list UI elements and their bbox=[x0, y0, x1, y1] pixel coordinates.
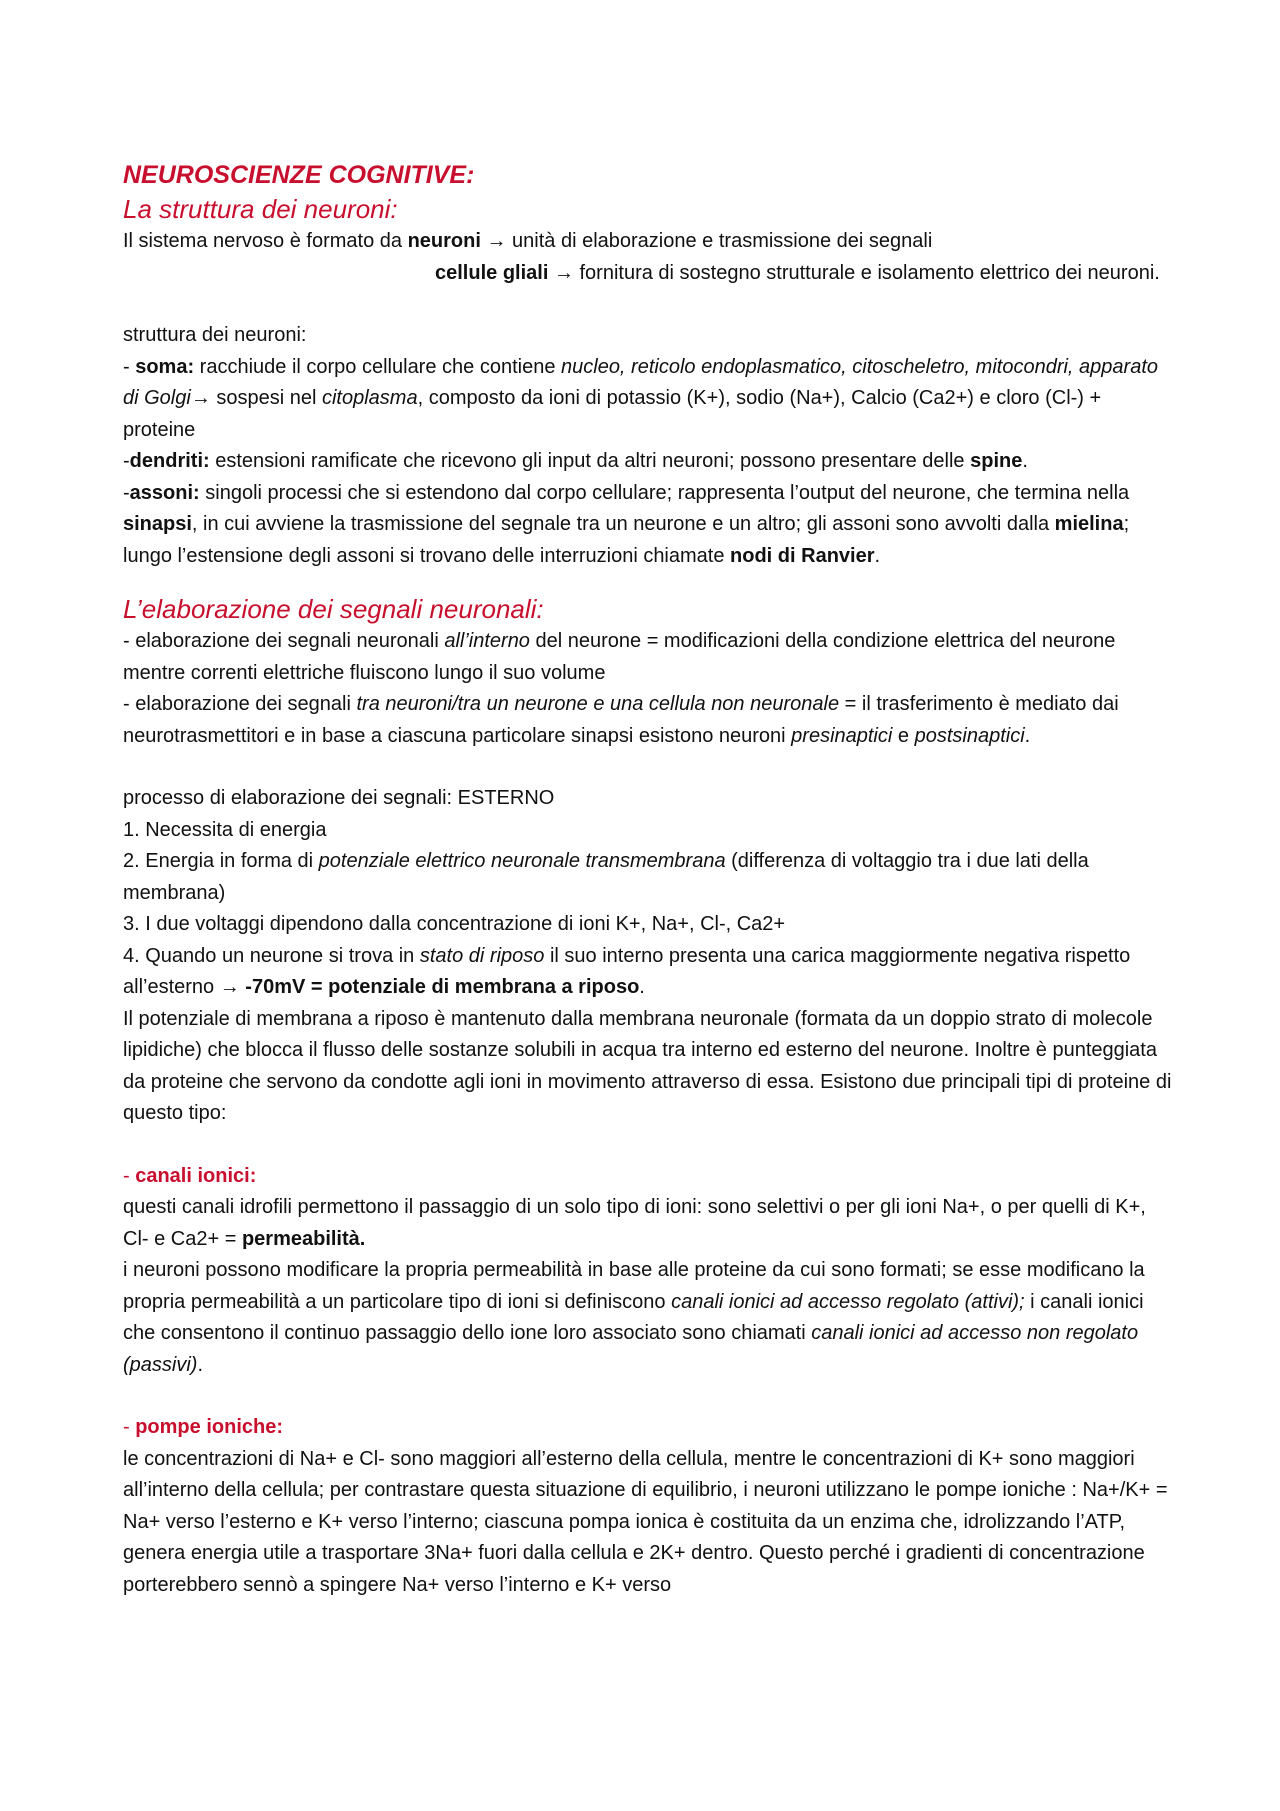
membrana-paragraph: Il potenziale di membrana a riposo è mantenuto dalla membrana neuronale (formata da un doppio strato di molecole lipidiche) che blocca il flusso delle sostanze solubili in acqua tra interno ed esterno del neurone. Inoltre è punteggiata da proteine che servono da condotte agli ioni in movimento attraverso di essa. Esistono due principali tipi di proteine di questo tipo: bbox=[123, 1007, 1172, 1124]
soma-item: - soma: racchiude il corpo cellulare che contiene nucleo, reticolo endoplasmatico, citoscheletro, mitocondri, apparato di Golgi→ sospesi nel citoplasma, composto da ioni di potassio (K+), sodio (Na+), Calcio (Ca2+) e cloro (Cl-) + proteine bbox=[123, 355, 1158, 441]
elaborazione-tra-neuroni: - elaborazione dei segnali tra neuroni/tra un neurone e una cellula non neuronale = il trasferimento è mediato dai neurotrasmettitori e in base a ciascuna particolare sinapsi esistono neuroni presinaptici e postsinaptici. bbox=[123, 693, 1119, 747]
canali-paragraph-2: i neuroni possono modificare la propria permeabilità in base alle proteine da cui sono formati; se esse modificano la propria permeabilità a un particolare tipo di ioni si definiscono canali ionici ad accesso regolato (attivi); i canali ionici che consentono il continuo passaggio dello ione loro associato sono chiamati canali ionici ad accesso non regolato (passivi). bbox=[123, 1259, 1145, 1376]
process-step-3: 3. I due voltaggi dipendono dalla concentrazione di ioni K+, Na+, Cl-, Ca2+ bbox=[123, 913, 786, 935]
spacer bbox=[123, 752, 1173, 783]
spacer bbox=[123, 289, 1173, 320]
intro-paragraph: Il sistema nervoso è formato da neuroni → unità di elaborazione e trasmissione dei segnali bbox=[123, 230, 933, 252]
spacer bbox=[123, 1381, 1173, 1412]
process-label: processo di elaborazione dei segnali: ESTERNO bbox=[123, 787, 555, 809]
intro-paragraph-cont: cellule gliali → fornitura di sostegno strutturale e isolamento elettrico dei neuroni. bbox=[435, 261, 1160, 284]
section-heading-elaborazione: L’elaborazione dei segnali neuronali: bbox=[123, 594, 544, 624]
pompe-heading: - pompe ioniche: bbox=[123, 1416, 284, 1438]
process-step-2: 2. Energia in forma di potenziale elettrico neuronale transmembrana (differenza di voltaggio tra i due lati della membrana) bbox=[123, 850, 1089, 904]
process-step-4: 4. Quando un neurone si trova in stato di riposo il suo interno presenta una carica maggiormente negativa rispetto all’esterno → -70mV = potenziale di membrana a riposo. bbox=[123, 944, 1131, 998]
dendriti-item: -dendriti: estensioni ramificate che ricevono gli input da altri neuroni; possono presentare delle spine. bbox=[123, 450, 1028, 472]
document-body bbox=[123, 158, 1173, 1601]
section-heading-struttura: La struttura dei neuroni: bbox=[123, 194, 398, 224]
canali-heading: - canali ionici: bbox=[123, 1164, 257, 1187]
assoni-item: -assoni: singoli processi che si estendono dal corpo cellulare; rappresenta l’output del neurone, che termina nella sinapsi, in cui avviene la trasmissione del segnale tra un neurone e un altro; gli assoni sono avvolti dalla mielina; lungo l’estensione degli assoni si trovano delle interruzioni chiamate nodi di Ranvier. bbox=[123, 481, 1130, 567]
elaborazione-interno: - elaborazione dei segnali neuronali all’interno del neurone = modificazioni della condizione elettrica del neurone mentre correnti elettriche fluiscono lungo il suo volume bbox=[123, 630, 1116, 684]
pompe-paragraph: le concentrazioni di Na+ e Cl- sono maggiori all’esterno della cellula, mentre le concentrazioni di K+ sono maggiori all’interno della cellula; per contrastare questa situazione di equilibrio, i neuroni utilizzano le pompe ioniche : Na+/K+ = Na+ verso l’esterno e K+ verso l’interno; ciascuna pompa ionica è costituita da un enzima che, idrolizzando l’ATP, genera energia utile a trasportare 3Na+ fuori dalla cellula e 2K+ dentro. Questo perché i gradienti di concentrazione porterebbero sennò a spingere Na+ verso l’interno e K+ verso bbox=[123, 1447, 1168, 1596]
document-title: NEUROSCIENZE COGNITIVE: bbox=[123, 161, 475, 189]
process-step-1: 1. Necessita di energia bbox=[123, 818, 327, 841]
structure-label: struttura dei neuroni: bbox=[123, 324, 307, 346]
canali-paragraph-1: questi canali idrofili permettono il passaggio di un solo tipo di ioni: sono selettivi o per gli ioni Na+, o per quelli di K+, Cl- e Ca2+ = permeabilità. bbox=[123, 1196, 1146, 1250]
spacer bbox=[123, 1130, 1173, 1161]
spacer bbox=[123, 572, 1173, 592]
